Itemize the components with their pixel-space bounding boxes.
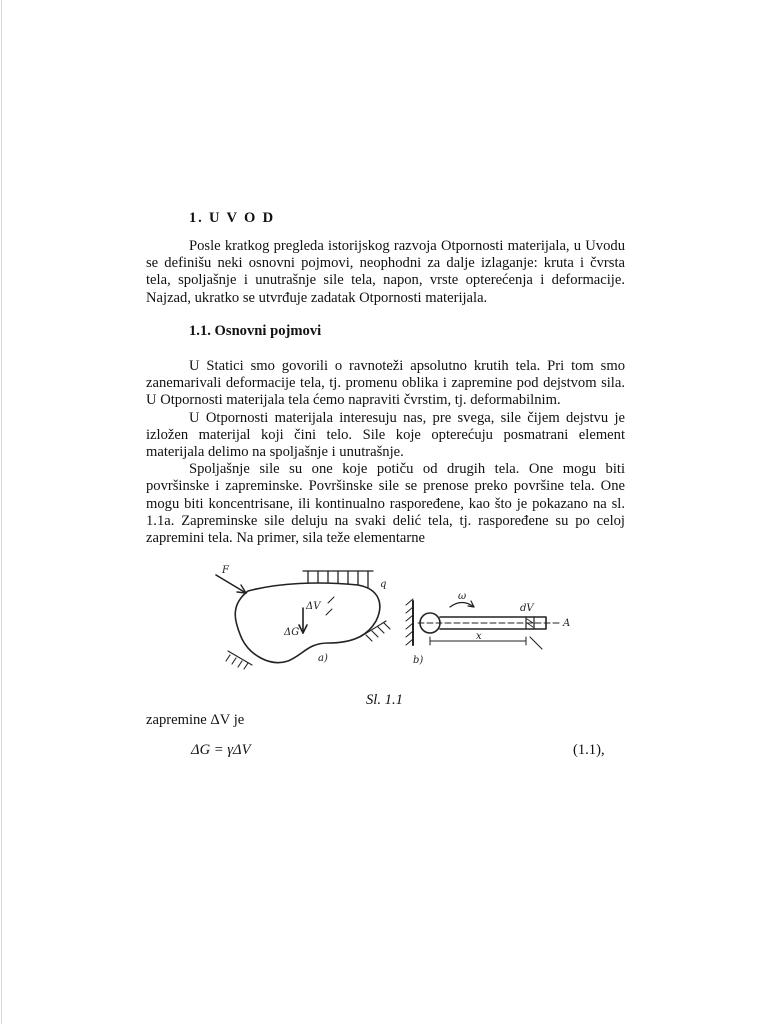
label-dg-a: ΔG: [284, 627, 300, 638]
label-omega: ω: [458, 591, 467, 602]
support-left: [226, 651, 252, 669]
intro-paragraph-block: [146, 238, 625, 307]
figure-drawing: [208, 563, 571, 673]
centrifugal-arrow: [530, 637, 542, 649]
wall-hatch: [406, 599, 413, 645]
distributed-load: [303, 571, 373, 587]
force-arrow: [216, 575, 246, 593]
body-paragraph-2: U Otpornosti materijala interesuju nas, pre svega, sile čijem dejstvu je izložen materijal koji čini telo. Sile koje opterećuju posmatrani element materijala delimo na spoljašnje i unutrašnje.: [146, 409, 625, 461]
label-dv-a: ΔV: [306, 601, 321, 612]
label-panel-a: a): [318, 653, 328, 664]
body-paragraph-3: Spoljašnje sile su one koje potiču od drugih tela. One mogu biti površinske i zapreminske. Površinske sile se prenose preko površine tela. One mogu biti koncentrisane, ili kontinualno raspoređene, kao što je pokazano na sl. 1.1a. Zapreminske sile deluju na svaki delić tela, tj. raspoređene su po celoj zapremini tela. Na primer, sila teže elementarne: [146, 461, 625, 547]
equation-number: (1.1),: [573, 742, 605, 758]
page-edge: [1, 0, 2, 1024]
equation-formula: ΔG = γΔV: [191, 742, 251, 758]
label-q: q: [380, 579, 387, 590]
figure-1-1: [208, 563, 571, 673]
intro-paragraph: Posle kratkog pregleda istorijskog razvoja Otpornosti materijala, u Uvodu se definišu neki osnovni pojmovi, neophodni za dalje izlaganje: kruta i čvrsta tela, spoljašnje i unutrašnje sile tela, napon, vrste opterećenja i deformacije. Najzad, ukratko se utvrđuje zadatak Otpornosti materijala.: [146, 238, 625, 306]
body-paragraph-1: U Statici smo govorili o ravnoteži apsolutno krutih tela. Pri tom smo zanemarivali deformacije tela, tj. promenu oblika i zapremine pod dejstvom sila. U Otpornosti materijala tela ćemo napraviti čvrstim, tj. deformabilnim.: [146, 358, 625, 409]
continuation-text: zapremine ΔV je: [146, 712, 245, 728]
figure-caption: Sl. 1.1: [366, 692, 403, 708]
label-dv-b: dV: [520, 603, 534, 614]
label-x: x: [476, 631, 482, 642]
body-text-block: [146, 358, 625, 547]
body-outline: [235, 583, 380, 663]
label-panel-b: b): [413, 655, 424, 666]
label-a: A: [563, 618, 571, 629]
chapter-title: 1. U V O D: [189, 210, 275, 226]
label-f: F: [222, 565, 229, 576]
section-title: 1.1. Osnovni pojmovi: [189, 323, 322, 339]
